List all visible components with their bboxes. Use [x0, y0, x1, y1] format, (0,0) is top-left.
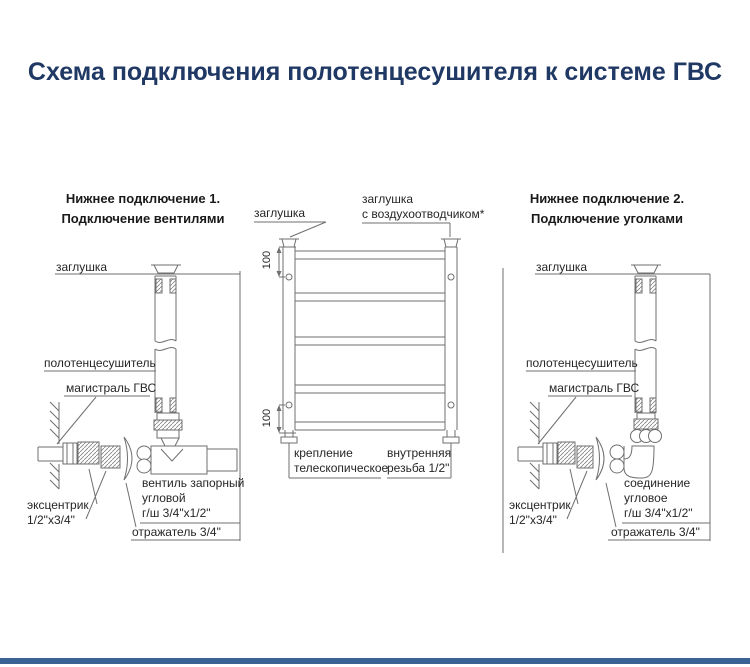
right-angle-union — [610, 413, 662, 478]
left-section-heading-2: Подключение вентилями — [61, 211, 225, 226]
right-eccentric-thread-2 — [577, 446, 593, 468]
left-eccentric-label-1: эксцентрик — [27, 498, 89, 512]
air-vent-plug-label-1: заглушка — [362, 192, 414, 206]
mount-label-2: телескопическое — [294, 461, 389, 475]
foot-left — [281, 437, 297, 443]
left-valve-label-1: вентиль запорный — [142, 476, 245, 490]
left-angle-valve — [137, 413, 237, 474]
mount-point — [286, 274, 292, 280]
dimension-top — [277, 247, 297, 277]
left-main-leader — [57, 396, 150, 444]
middle-diagram — [254, 222, 461, 478]
right-hws-main-label: магистраль ГВС — [549, 381, 640, 395]
middle-plug-leader — [254, 222, 326, 237]
top-plug-right-icon — [441, 239, 461, 247]
left-plug-label: заглушка — [56, 260, 108, 274]
right-plug-label: заглушка — [536, 260, 588, 274]
left-towel-rail-label: полотенцесушитель — [44, 356, 156, 370]
top-plug-left-icon — [279, 239, 299, 247]
right-elbow-label-2: угловое — [624, 491, 668, 505]
footer-accent-bar — [0, 658, 750, 664]
thread-label-2: резьба 1/2" — [387, 461, 450, 475]
right-elbow-label-3: г/ш 3/4"х1/2" — [624, 506, 693, 520]
dimension-bottom — [277, 405, 297, 433]
towel-rail-rungs — [295, 251, 445, 430]
right-reflector-leader — [606, 483, 616, 527]
right-towel-rail-label: полотенцесушитель — [526, 356, 638, 370]
right-pipe-fitting — [543, 443, 557, 464]
dimension-top-value: 100 — [261, 250, 273, 270]
left-eccentric-leaders — [86, 469, 106, 519]
air-vent-plug-label-2: с воздухоотводчиком* — [362, 207, 485, 221]
right-section-heading-2: Подключение уголками — [530, 211, 684, 226]
left-eccentric-thread-1 — [78, 442, 99, 464]
left-reflector-label: отражатель 3/4" — [132, 525, 221, 539]
left-wall — [50, 402, 59, 489]
right-main-leader — [538, 396, 632, 444]
right-reflector-rosette — [596, 437, 604, 480]
left-section-heading-1: Нижнее подключение 1. — [65, 191, 221, 206]
middle-plug-label: заглушка — [254, 206, 306, 220]
left-towel-rail-pipe — [155, 276, 176, 413]
foot-right — [443, 437, 459, 443]
mount-point — [286, 402, 292, 408]
left-pipe-fitting — [63, 443, 77, 464]
mount-label-1: крепление — [294, 446, 353, 460]
left-reflector-leader — [126, 483, 136, 527]
right-eccentric-label-2: 1/2"х3/4" — [509, 513, 557, 527]
left-hws-main-label: магистраль ГВС — [66, 381, 157, 395]
right-section-heading-1: Нижнее подключение 2. — [529, 191, 685, 206]
page-title: Схема подключения полотенцесушителя к системе ГВС — [27, 58, 723, 86]
right-reflector-label: отражатель 3/4" — [611, 525, 700, 539]
left-pipe-break — [155, 340, 176, 351]
towel-rail-tubes — [283, 247, 457, 430]
right-elbow-label-1: соединение — [624, 476, 691, 490]
thread-label-1: внутренняя — [387, 446, 452, 460]
right-pipe-break — [635, 340, 656, 351]
left-valve-label-2: угловой — [142, 491, 186, 505]
left-valve-label-3: г/ш 3/4"х1/2" — [142, 506, 211, 520]
left-eccentric-thread-2 — [101, 446, 120, 468]
mount-point — [448, 402, 454, 408]
air-vent-plug-leader — [362, 223, 450, 237]
dimension-bottom-value: 100 — [261, 408, 273, 428]
mount-point — [448, 274, 454, 280]
right-eccentric-label-1: эксцентрик — [509, 498, 571, 512]
left-eccentric-label-2: 1/2"х3/4" — [27, 513, 75, 527]
left-reflector-rosette — [124, 437, 132, 480]
right-wall — [530, 402, 539, 489]
right-eccentric-thread-1 — [558, 442, 575, 464]
